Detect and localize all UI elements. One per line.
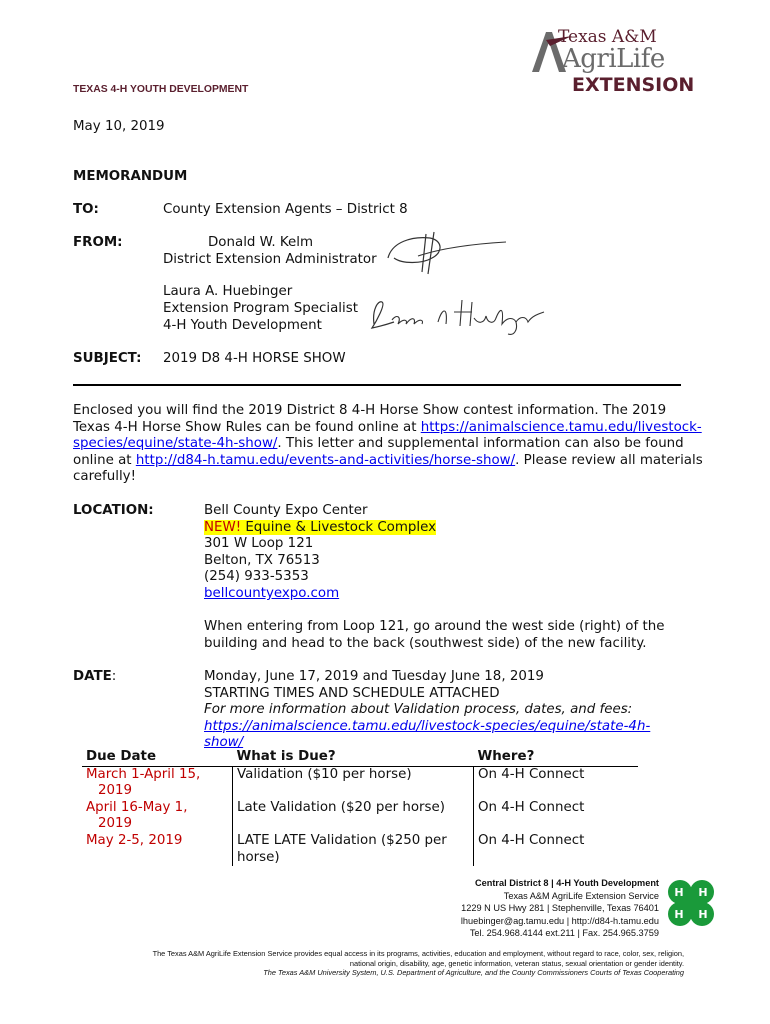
table-row [82,766,638,800]
due-date-year: 2019 [98,816,133,832]
department-heading: TEXAS 4-H YOUTH DEVELOPMENT [73,84,249,95]
logo-agrilife: AgriLife [562,44,665,74]
date-block [204,669,684,752]
due-date-text: April 16-May 1, [86,799,188,815]
logo-texas-am: Texas A&M [558,27,657,47]
location-phone: (254) 933-5353 [204,569,309,585]
svg-text:H: H [698,908,708,921]
where-cell: On 4-H Connect [478,832,585,848]
expo-website-link[interactable]: bellcountyexpo.com [204,585,340,601]
disclaimer-line-3: The Texas A&M University System, U.S. Department of Agriculture, and the County Commissioners Courts of Texas Cooperating [263,968,684,978]
intro-text-3: . Please review all materials carefully! [73,452,703,485]
header-where: Where? [474,749,639,766]
table-header-row [82,749,638,766]
memo-heading: MEMORANDUM [73,169,188,184]
from-name-kelm: Donald W. Kelm [208,235,314,250]
what-cell: Validation ($10 per horse) [233,766,474,800]
what-cell: Late Validation ($20 per horse) [233,800,474,833]
location-directions: When entering from Loop 121, go around the west side (right) of the building and head to the back (southwest side) of the new facility. [204,619,665,651]
complex-name: Equine & Livestock Complex [241,519,437,535]
due-date-cell [82,766,233,800]
from-title-huebinger-a: Extension Program Specialist [163,301,358,316]
to-value: County Extension Agents – District 8 [163,202,408,217]
where-cell: On 4-H Connect [478,766,585,782]
validation-link[interactable]: https://animalscience.tamu.edu/livestock-species/equine/state-4h-show/ [204,718,651,751]
intro-text-1: Enclosed you will find the 2019 District 8 4-H Horse Show contest information. The 2019 Texas 4-H Horse Show Rules can be found online at [73,403,667,435]
district-horse-show-link[interactable]: http://d84-h.tamu.edu/events-and-activities/horse-show/ [135,452,516,468]
show-dates: Monday, June 17, 2019 and Tuesday June 18, 2019 [204,669,544,684]
svg-text:H: H [674,908,684,921]
location-address-2: Belton, TX 76513 [204,552,320,568]
footer-agency: Texas A&M AgriLife Extension Service [503,890,659,901]
memo-date: May 10, 2019 [73,119,165,134]
svg-text:H: H [674,886,684,899]
where-cell: On 4-H Connect [478,799,585,815]
from-name-huebinger: Laura A. Huebinger [163,284,293,299]
signature-kelm [382,228,512,276]
location-venue: Bell County Expo Center [204,503,368,518]
disclaimer-line-1: The Texas A&M AgriLife Extension Service provides equal access in its programs, activities, education and employment, without regard to race, color, sex, religion, [152,949,684,958]
to-label: TO: [73,202,99,217]
signature-huebinger [368,294,548,338]
footer-district: Central District 8 | 4-H Youth Development [475,878,659,888]
table-row [82,833,638,866]
date-label-text: DATE [73,669,112,684]
logo-extension: EXTENSION [572,74,695,96]
due-date-text: March 1-April 15, [86,766,201,782]
footer-phone-fax: Tel. 254.968.4144 ext.211 | Fax. 254.965.3759 [469,928,659,939]
due-date-cell [82,833,233,866]
svg-text:H: H [698,886,708,899]
schedule-note: STARTING TIMES AND SCHEDULE ATTACHED [204,685,500,701]
header-due-date: Due Date [82,749,233,766]
4h-clover-icon [662,874,720,932]
location-complex [204,520,704,537]
header-what-is-due: What is Due? [233,749,474,766]
footer-address: 1229 N US Hwy 281 | Stephenville, Texas 76401 [461,903,659,914]
from-title-huebinger-b: 4-H Youth Development [163,318,322,333]
what-cell: LATE LATE Validation ($250 per horse) [233,833,474,866]
intro-text-2: . This letter and supplemental information can also be found online at [73,436,684,468]
from-label: FROM: [73,235,123,250]
subject-label: SUBJECT: [73,351,142,366]
date-label-colon: : [111,669,117,684]
due-dates-table [82,749,638,866]
header-divider [73,384,681,386]
location-address-1: 301 W Loop 121 [204,536,314,552]
location-label: LOCATION: [73,503,154,518]
location-block [204,503,704,652]
date-label [73,669,116,686]
agrilife-logo [528,26,708,98]
due-date-year: 2019 [98,783,133,799]
due-date-text: May 2-5, 2019 [86,832,183,848]
disclaimer-line-2: national origin, disability, age, genetic information, veteran status, sexual orientation or gender identity. [349,958,684,968]
equal-access-disclaimer [44,949,684,978]
table-row [82,800,638,833]
new-tag: NEW! [204,519,242,535]
intro-paragraph [73,403,703,486]
footer-contact [279,877,659,940]
from-title-kelm: District Extension Administrator [163,252,377,267]
subject-value: 2019 D8 4-H HORSE SHOW [163,351,346,366]
footer-email-web: lhuebinger@ag.tamu.edu | http://d84-h.tamu.edu [460,915,659,926]
due-date-cell [82,800,233,833]
validation-info: For more information about Validation process, dates, and fees: [204,702,633,718]
state-show-rules-link[interactable]: https://animalscience.tamu.edu/livestock-species/equine/state-4h-show/ [73,419,702,452]
